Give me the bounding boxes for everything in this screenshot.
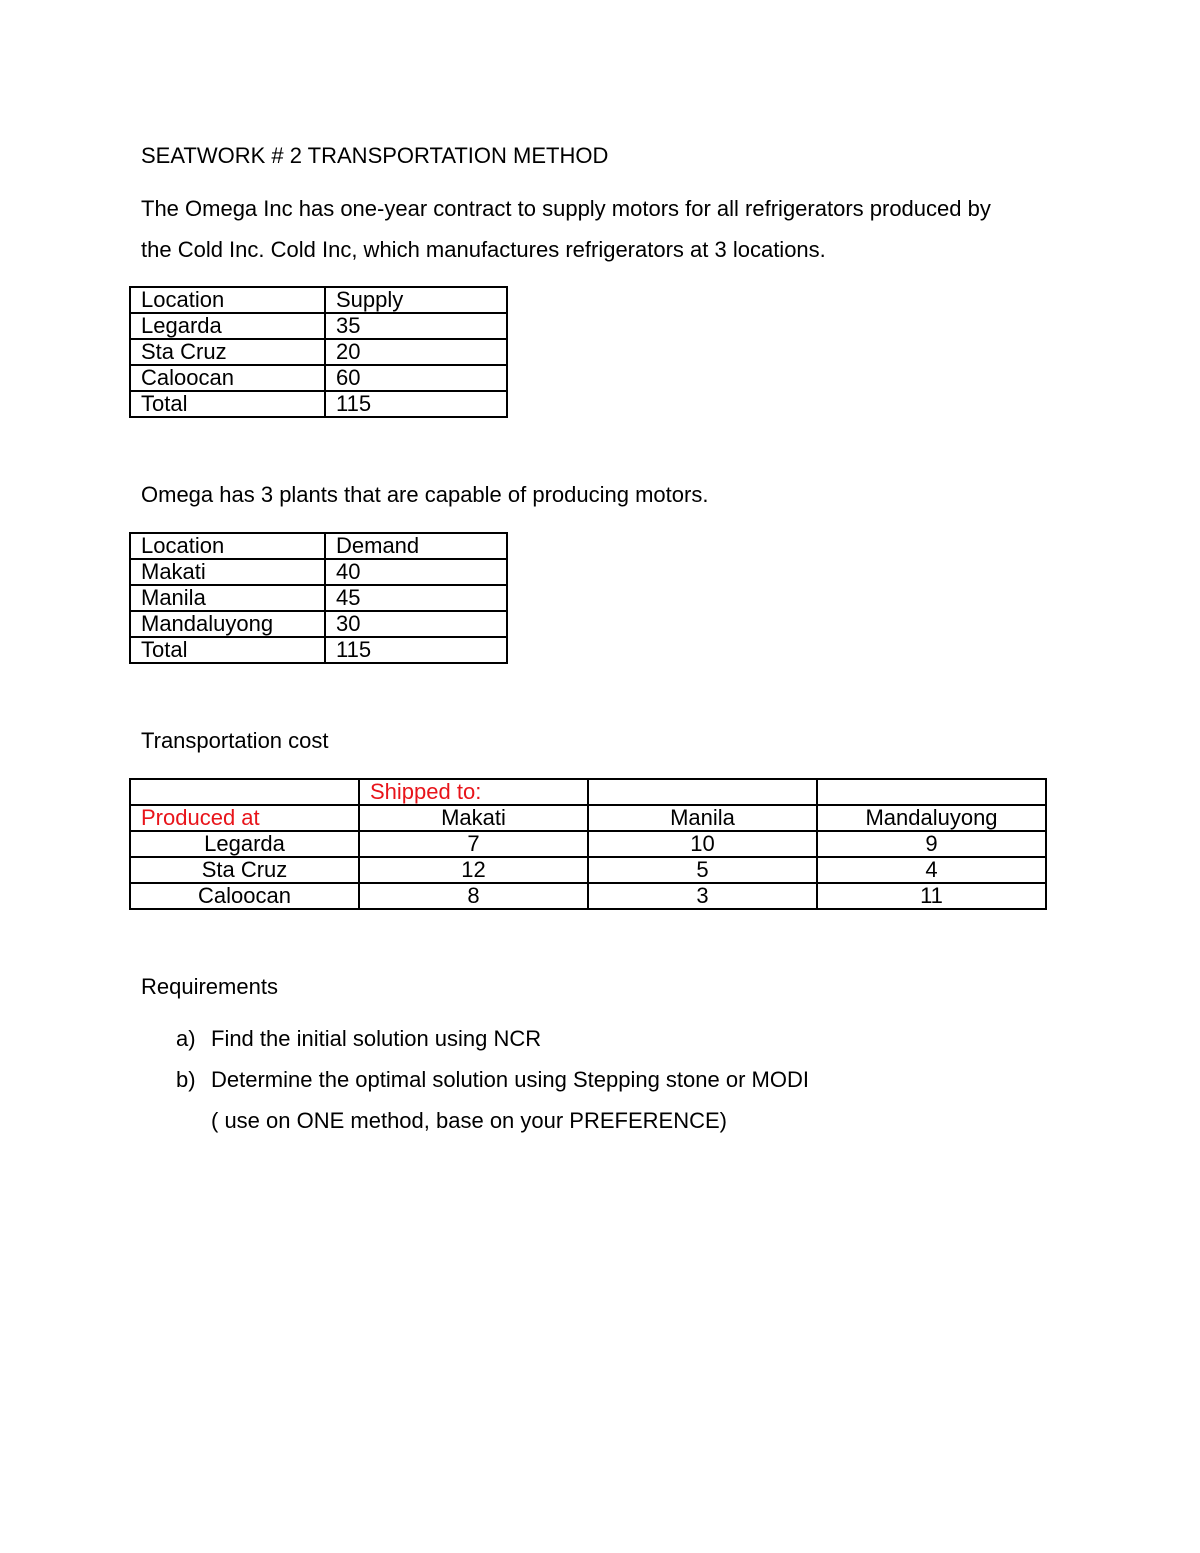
table-cell: Legarda [130,313,325,339]
table-header-cell: Location [130,287,325,313]
requirements-note: ( use on ONE method, base on your PREFERENCE) [211,1108,727,1133]
table-cell: 20 [325,339,507,365]
table-cell: 40 [325,559,507,585]
table-header-row [130,533,507,559]
list-item-text: Find the initial solution using NCR [211,1026,542,1051]
table-cell-empty [588,779,817,805]
table-cell: Mandaluyong [130,611,325,637]
table-row-total [130,637,507,663]
list-marker: a) [176,1026,196,1051]
table-row [130,559,507,585]
table-header-cell: Makati [359,805,588,831]
table-header-cell: Supply [325,287,507,313]
table-header-cell: Location [130,533,325,559]
table-cell: 11 [817,883,1046,909]
table-cell: Manila [130,585,325,611]
table-cell: 115 [325,391,507,417]
supply-table [129,286,508,418]
table-header-row [130,779,1046,805]
table-header-cell: Mandaluyong [817,805,1046,831]
list-marker: b) [176,1067,196,1092]
intro-line-2: the Cold Inc. Cold Inc, which manufactures refrigerators at 3 locations. [141,237,826,262]
table-cell: 12 [359,857,588,883]
table-row [130,339,507,365]
table-row [130,313,507,339]
table-header-cell: Manila [588,805,817,831]
table-cell: 10 [588,831,817,857]
table-header-row [130,287,507,313]
table-cell: 8 [359,883,588,909]
table-cell: Total [130,637,325,663]
table-cell: Makati [130,559,325,585]
intro-line-1: The Omega Inc has one-year contract to supply motors for all refrigerators produced by [141,196,991,221]
table-cell: 4 [817,857,1046,883]
table-cell-source: Legarda [130,831,359,857]
requirements-heading: Requirements [141,974,278,999]
table-cell: Caloocan [130,365,325,391]
table-row [130,857,1046,883]
produced-at-label: Produced at [130,805,359,831]
cost-heading: Transportation cost [141,728,329,753]
table-cell-empty [817,779,1046,805]
table-cell: 5 [588,857,817,883]
plants-text: Omega has 3 plants that are capable of producing motors. [141,482,709,507]
table-header-row [130,805,1046,831]
table-cell: 30 [325,611,507,637]
table-header-cell: Demand [325,533,507,559]
table-row [130,611,507,637]
table-cell: 45 [325,585,507,611]
cost-table [129,778,1047,910]
table-row [130,831,1046,857]
shipped-to-label: Shipped to: [359,779,588,805]
table-cell: Total [130,391,325,417]
table-cell: Sta Cruz [130,339,325,365]
table-cell: 7 [359,831,588,857]
demand-table [129,532,508,664]
table-cell-source: Caloocan [130,883,359,909]
table-row [130,365,507,391]
table-cell: 35 [325,313,507,339]
page-title: SEATWORK # 2 TRANSPORTATION METHOD [141,143,609,168]
table-cell-source: Sta Cruz [130,857,359,883]
list-item-text: Determine the optimal solution using Stepping stone or MODI [211,1067,809,1092]
table-cell-empty [130,779,359,805]
table-cell: 60 [325,365,507,391]
table-row [130,585,507,611]
table-cell: 3 [588,883,817,909]
table-cell: 9 [817,831,1046,857]
table-cell: 115 [325,637,507,663]
table-row-total [130,391,507,417]
table-row [130,883,1046,909]
